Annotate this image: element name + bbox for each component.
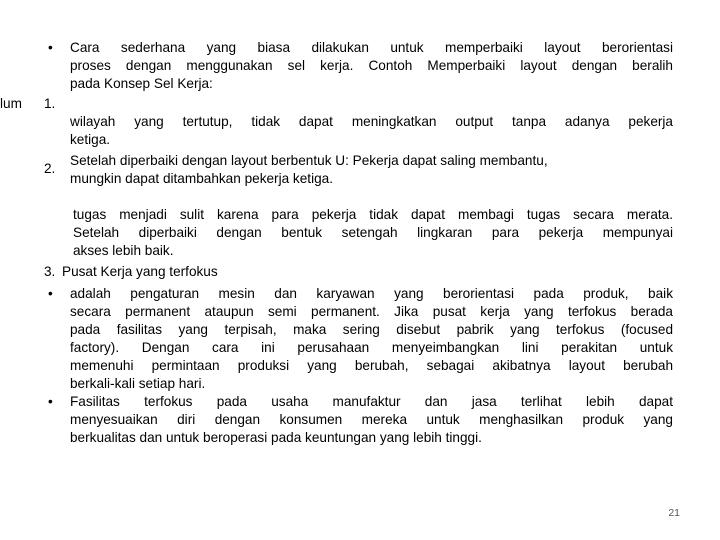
bullet-marker: • [48, 286, 53, 301]
bullet-b-line: menyesuaikan diri dengan konsumen mereka untuk menghasilkan produk yang [70, 412, 673, 427]
bullet-a-line: secara permanent ataupun semi permanent. Jika pusat kerja yang terfokus berada [70, 304, 673, 319]
intro-line: Cara sederhana yang biasa dilakukan untuk memperbaiki layout berorientasi [70, 40, 673, 55]
list-number-3: 3. [44, 264, 56, 279]
item2-line: tugas menjadi sulit karena para pekerja tidak dapat membagi tugas secara merata. [73, 207, 673, 222]
list-number-2: 2. [44, 161, 56, 176]
item1-line: wilayah yang tertutup, tidak dapat meningkatkan output tanpa adanya pekerja [70, 114, 673, 129]
bullet-b-line: berkualitas dan untuk beroperasi pada keuntungan yang lebih tinggi. [70, 430, 482, 445]
item2-line: akses lebih baik. [73, 243, 174, 258]
bullet-a-line: memenuhi permintaan produksi yang berubah, sebagai akibatnya layout berubah [70, 358, 673, 373]
item2-line: Setelah diperbaiki dengan bentuk setengah lingkaran para pekerja mempunyai [73, 225, 673, 240]
item1-line: mungkin dapat ditambahkan pekerja ketiga. [70, 171, 333, 186]
bullet-a-line: pada fasilitas yang terpisah, maka sering disebut pabrik yang terfokus (focused [70, 322, 673, 337]
item3-heading: Pusat Kerja yang terfokus [62, 264, 218, 279]
item1-line: Setelah diperbaiki dengan layout berbentuk U: Pekerja dapat saling membantu, [70, 153, 548, 168]
page-number: 21 [668, 507, 680, 519]
bullet-a-line: factory). Dengan cara ini perusahaan menyeimbangkan lini perakitan untuk [70, 340, 673, 355]
bullet-marker: • [48, 394, 53, 409]
bullet-a-line: adalah pengaturan mesin dan karyawan yang berorientasi pada produk, baik [70, 286, 673, 301]
intro-line: pada Konsep Sel Kerja: [70, 76, 213, 91]
bullet-b-line: Fasilitas terfokus pada usaha manufaktur dan jasa terlihat lebih dapat [70, 394, 673, 409]
bullet-marker: • [48, 40, 53, 55]
item1-line: ketiga. [70, 132, 111, 147]
bullet-a-line: berkali-kali setiap hari. [70, 376, 206, 391]
intro-line: proses dengan menggunakan sel kerja. Contoh Memperbaiki layout dengan beralih [70, 58, 673, 73]
cropped-margin-text: lum [0, 96, 22, 111]
list-number-1: 1. [44, 96, 56, 111]
